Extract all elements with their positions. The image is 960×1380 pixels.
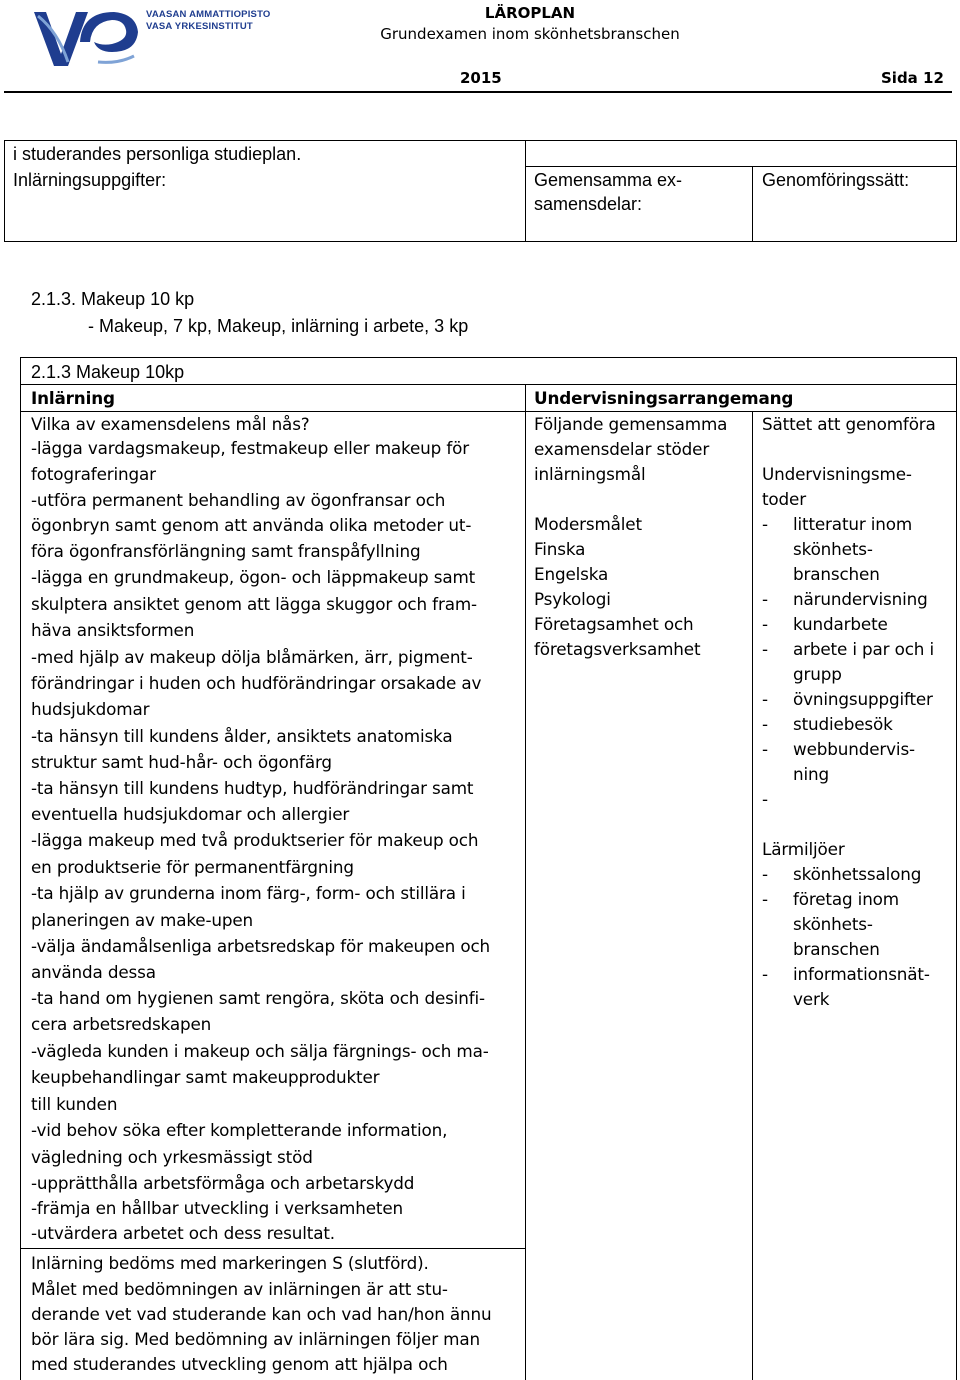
implementation-method-heading: Sättet att genomföra xyxy=(762,414,936,434)
method-bullet: - xyxy=(762,589,768,609)
document-subtitle: Grundexamen inom skönhetsbranschen xyxy=(380,25,680,43)
assessment-line: bör lära sig. Med bedömning av inlärningen följer man xyxy=(31,1329,480,1349)
top-box-border-right xyxy=(956,140,957,242)
document-year: 2015 xyxy=(460,69,502,87)
learning-goal-line: -lägga vardagsmakeup, festmakeup eller makeup för xyxy=(31,438,469,458)
learning-goal-line: hudsjukdomar xyxy=(31,699,150,719)
method-line: kundarbete xyxy=(793,614,888,634)
document-title: LÄROPLAN xyxy=(484,4,576,22)
learning-goal-line: vägledning och yrkesmässigt stöd xyxy=(31,1147,313,1167)
top-box-intro-text: i studerandes personliga studieplan. xyxy=(13,144,302,164)
learning-goal-line: -välja ändamålsenliga arbetsredskap för makeupen och xyxy=(31,936,491,956)
top-box-header-rule xyxy=(525,166,957,167)
top-box-border-bottom xyxy=(4,241,957,242)
learning-goal-line: -utföra permanent behandling av ögonfransar och xyxy=(31,490,446,510)
top-box-border-top xyxy=(4,140,957,141)
common-part-line: Följande gemensamma xyxy=(534,414,728,434)
top-box-divider-1 xyxy=(525,140,526,242)
method-line: branschen xyxy=(793,564,880,584)
method-bullet: - xyxy=(762,964,768,984)
learning-goal-line: använda dessa xyxy=(31,962,156,982)
learning-goal-line: häva ansiktsformen xyxy=(31,620,195,640)
learning-goal-line: -vägleda kunden i makeup och sälja färgnings- och ma- xyxy=(31,1041,489,1061)
method-line: litteratur inom xyxy=(793,514,913,534)
table-heading-rule xyxy=(20,411,957,412)
method-bullet: - xyxy=(762,789,768,809)
learning-goal-line: -lägga en grundmakeup, ögon- och läppmakeup samt xyxy=(31,567,476,587)
method-line: övningsuppgifter xyxy=(793,689,933,709)
method-line: skönhets- xyxy=(793,914,873,934)
vamia-logo-icon xyxy=(28,2,148,72)
assessment-line: Inlärning bedöms med markeringen S (slutförd). xyxy=(31,1253,429,1273)
learning-heading: Inlärning xyxy=(31,388,115,408)
method-line: branschen xyxy=(793,939,880,959)
learning-goal-line: Vilka av examensdelens mål nås? xyxy=(31,414,310,434)
learning-goal-line: cera arbetsredskapen xyxy=(31,1014,212,1034)
common-part-line: företagsverksamhet xyxy=(534,639,701,659)
common-part-line: examensdelar stöder xyxy=(534,439,710,459)
method-bullet: - xyxy=(762,689,768,709)
method-bullet: - xyxy=(762,614,768,634)
assessment-line: med studerandes utveckling genom att hjälpa och xyxy=(31,1354,448,1374)
top-box-border-left xyxy=(4,140,5,242)
learning-goal-line: -lägga makeup med två produktserier för makeup och xyxy=(31,830,479,850)
logo-text-line-2: VASA YRKESINSTITUT xyxy=(146,21,253,32)
common-parts-header-line-1: Gemensamma ex- xyxy=(534,170,683,190)
table-divider-2 xyxy=(752,411,753,1380)
learning-goal-line: -ta hänsyn till kundens ålder, ansiktets anatomiska xyxy=(31,726,453,746)
common-part-line: Engelska xyxy=(534,564,609,584)
table-assessment-rule xyxy=(20,1248,525,1249)
teaching-arrangement-heading: Undervisningsarrangemang xyxy=(534,388,794,408)
method-line: grupp xyxy=(793,664,842,684)
method-line: företag inom xyxy=(793,889,899,909)
learning-goal-line: -ta hand om hygienen samt rengöra, sköta och desinfi- xyxy=(31,988,485,1008)
learning-goal-line: -vid behov söka efter kompletterande information, xyxy=(31,1120,448,1140)
learning-goal-line: -utvärdera arbetet och dess resultat. xyxy=(31,1223,335,1243)
learning-goal-line: till kunden xyxy=(31,1094,118,1114)
table-divider-1 xyxy=(525,384,526,1380)
header-rule xyxy=(4,91,952,93)
learning-goal-line: keupbehandlingar samt makeupprodukter xyxy=(31,1067,380,1087)
learning-goal-line: -ta hänsyn till kundens hudtyp, hudförändringar samt xyxy=(31,778,474,798)
learning-goal-line: eventuella hudsjukdomar och allergier xyxy=(31,804,350,824)
method-line: studiebesök xyxy=(793,714,893,734)
learning-goal-line: struktur samt hud-hår- och ögonfärg xyxy=(31,752,332,772)
method-line: webbundervis- xyxy=(793,739,915,759)
assessment-line: Målet med bedömningen av inlärningen är att stu- xyxy=(31,1279,448,1299)
table-border-top xyxy=(20,357,957,358)
table-title-rule xyxy=(20,384,957,385)
method-line: informationsnät- xyxy=(793,964,930,984)
method-line: närundervisning xyxy=(793,589,928,609)
learning-goal-line: planeringen av make-upen xyxy=(31,910,254,930)
method-bullet: - xyxy=(762,739,768,759)
table-border-left xyxy=(20,357,21,1380)
learning-goal-line: skulptera ansiktet genom att lägga skuggor och fram- xyxy=(31,594,477,614)
learning-goal-line: -ta hjälp av grunderna inom färg-, form- och stillära i xyxy=(31,883,466,903)
learning-tasks-header: Inlärningsuppgifter: xyxy=(13,170,167,190)
method-line: skönhetssalong xyxy=(793,864,922,884)
method-line: ning xyxy=(793,764,829,784)
learning-goal-line: en produktserie för permanentfärgning xyxy=(31,857,354,877)
section-heading: 2.1.3. Makeup 10 kp xyxy=(31,289,195,309)
learning-goal-line: fotograferingar xyxy=(31,464,156,484)
common-part-line: inlärningsmål xyxy=(534,464,646,484)
learning-goal-line: -främja en hållbar utveckling i verksamheten xyxy=(31,1198,403,1218)
method-line: arbete i par och i xyxy=(793,639,934,659)
section-subline: - Makeup, 7 kp, Makeup, inlärning i arbete, 3 kp xyxy=(88,316,469,336)
common-part-line: Psykologi xyxy=(534,589,611,609)
method-bullet: - xyxy=(762,889,768,909)
assessment-line: derande vet vad studerande kan och vad han/hon ännu xyxy=(31,1304,492,1324)
common-part-line: Finska xyxy=(534,539,586,559)
method-bullet: - xyxy=(762,714,768,734)
table-border-right xyxy=(956,357,957,1380)
method-bullet: - xyxy=(762,639,768,659)
learning-goal-line: förändringar i huden och hudförändringar orsakade av xyxy=(31,673,482,693)
common-parts-header-line-2: samensdelar: xyxy=(534,194,643,214)
learning-goal-line: ögonbryn samt genom att använda olika metoder ut- xyxy=(31,515,472,535)
method-line: Undervisningsme- xyxy=(762,464,912,484)
top-box-divider-2 xyxy=(752,166,753,242)
method-line: toder xyxy=(762,489,806,509)
method-line: skönhets- xyxy=(793,539,873,559)
method-bullet: - xyxy=(762,864,768,884)
common-part-line: Modersmålet xyxy=(534,514,642,534)
learning-goal-line: -upprätthålla arbetsförmåga och arbetarskydd xyxy=(31,1173,415,1193)
learning-goal-line: föra ögonfransförlängning samt franspåfyllning xyxy=(31,541,421,561)
implementation-header: Genomföringssätt: xyxy=(762,170,910,190)
logo-text-line-1: VAASAN AMMATTIOPISTO xyxy=(146,9,271,20)
institute-logo xyxy=(28,2,271,72)
table-title: 2.1.3 Makeup 10kp xyxy=(31,362,185,382)
page-number: Sida 12 xyxy=(881,69,944,87)
learning-goal-line: -med hjälp av makeup dölja blåmärken, ärr, pigment- xyxy=(31,647,473,667)
method-line: verk xyxy=(793,989,830,1009)
method-bullet: - xyxy=(762,514,768,534)
common-part-line: Företagsamhet och xyxy=(534,614,694,634)
method-line: Lärmiljöer xyxy=(762,839,845,859)
